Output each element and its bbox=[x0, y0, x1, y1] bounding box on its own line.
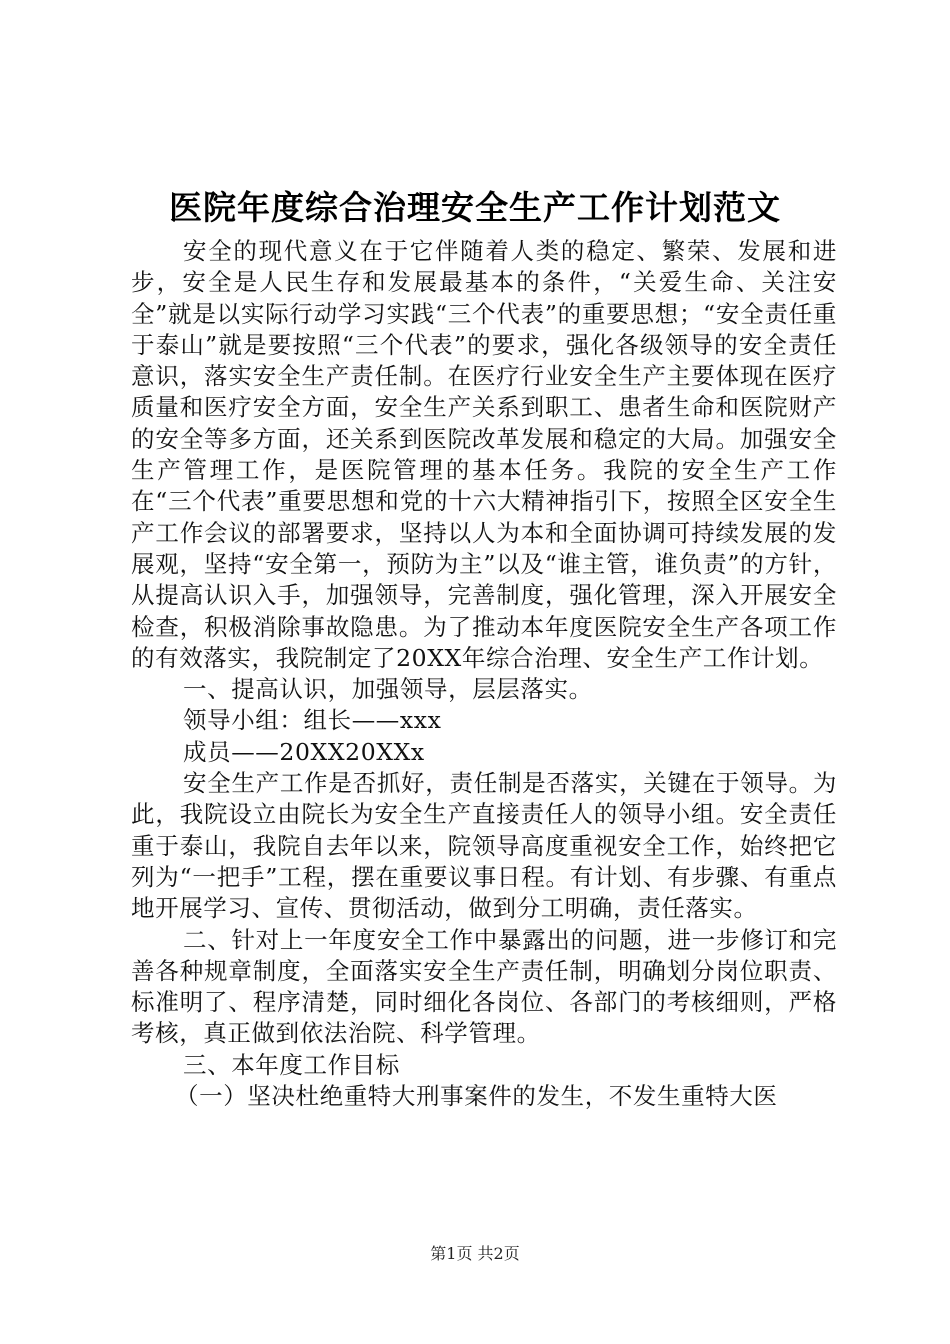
page-number-footer: 第1页 共2页 bbox=[430, 1244, 520, 1263]
document-body bbox=[131, 236, 837, 1112]
section-heading-2: 二、针对上一年度安全工作中暴露出的问题，进一步修订和完善各种规章制度，全面落实安全生产责任制，明确划分岗位职责、标准明了、程序清楚，同时细化各岗位、各部门的考核细则，严格考核，真正做到依法治院、科学管理。 bbox=[131, 925, 837, 1048]
paragraph-responsibility: 安全生产工作是否抓好，责任制是否落实，关键在于领导。为此，我院设立由院长为安全生产直接责任人的领导小组。安全责任重于泰山，我院自去年以来，院领导高度重视安全工作，始终把它列为“一把手”工程，摆在重要议事日程。有计划、有步骤、有重点地开展学习、宣传、贯彻活动，做到分工明确，责任落实。 bbox=[131, 769, 837, 923]
document-title: 医院年度综合治理安全生产工作计划范文 bbox=[169, 188, 781, 227]
paragraph-goal-1: （一）坚决杜绝重特大刑事案件的发生，不发生重特大医 bbox=[175, 1082, 778, 1111]
paragraph-leader-group: 领导小组：组长——xxx bbox=[183, 706, 442, 735]
paragraph-members: 成员——20XX20XXx bbox=[183, 737, 425, 766]
section-heading-3: 三、本年度工作目标 bbox=[183, 1050, 400, 1079]
paragraph-intro: 安全的现代意义在于它伴随着人类的稳定、繁荣、发展和进步，安全是人民生存和发展最基本的条件，“关爱生命、关注安全”就是以实际行动学习实践“三个代表”的重要思想；“安全责任重于泰山”就是要按照“三个代表”的要求，强化各级领导的安全责任意识，落实安全生产责任制。在医疗行业安全生产主要体现在医疗质量和医疗安全方面，安全生产关系到职工、患者生命和医院财产的安全等多方面，还关系到医院改革发展和稳定的大局。加强安全生产管理工作，是医院管理的基本任务。我院的安全生产工作在“三个代表”重要思想和党的十六大精神指引下，按照全区安全生产工作会议的部署要求，坚持以人为本和全面协调可持续发展的发展观，坚持“安全第一，预防为主”以及“谁主管，谁负责”的方针，从提高认识入手，加强领导，完善制度，强化管理，深入开展安全检查，积极消除事故隐患。为了推动本年度医院安全生产各项工作的有效落实，我院制定了20XX年综合治理、安全生产工作计划。 bbox=[131, 237, 837, 672]
section-heading-1: 一、提高认识，加强领导，层层落实。 bbox=[183, 675, 593, 704]
